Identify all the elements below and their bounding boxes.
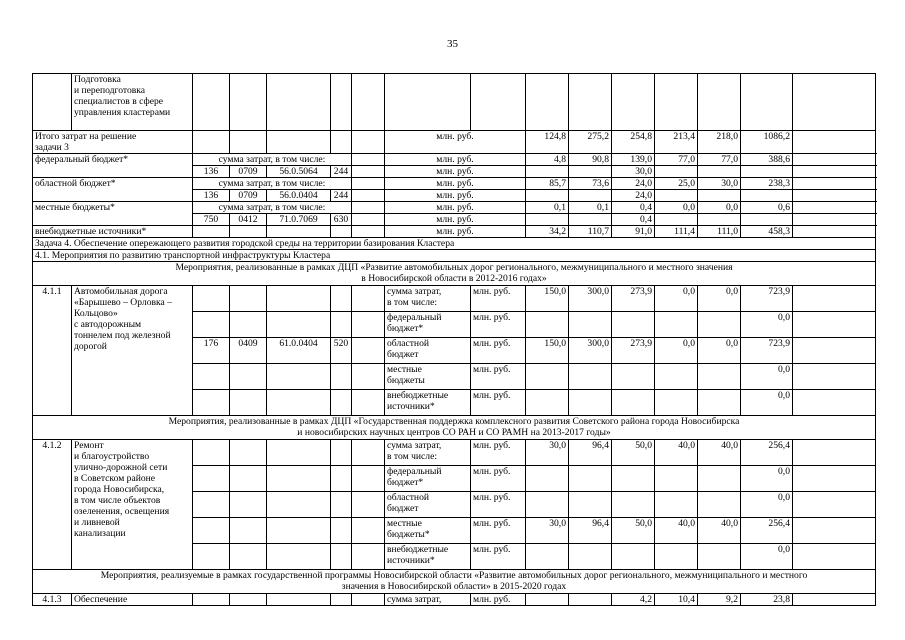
table-cell xyxy=(331,440,352,466)
value-cell: 238,3 xyxy=(741,178,793,190)
unit-cell: млн. руб. xyxy=(471,286,526,312)
unit-cell: млн. руб. xyxy=(385,190,526,202)
table-cell xyxy=(352,74,385,131)
value-cell: 388,6 xyxy=(741,154,793,166)
code-cell: 61.0.0404 xyxy=(267,338,331,364)
table-cell xyxy=(193,312,230,338)
value-cell xyxy=(612,492,655,518)
value-cell: 723,9 xyxy=(741,338,793,364)
table-cell xyxy=(352,492,385,518)
code-cell: 136 xyxy=(193,166,230,178)
table-cell xyxy=(230,312,267,338)
funding-source: федеральный бюджет* xyxy=(385,312,471,338)
program-banner: Мероприятия, реализованные в рамках ДЦП «Развитие автомобильных дорог регионального, межмуниципального и местного значения в Новосибирской области в 2012-2016 годах» xyxy=(33,262,876,286)
table-cell xyxy=(230,594,267,606)
code-cell: 244 xyxy=(331,190,352,202)
value-cell: 4,8 xyxy=(526,154,569,166)
source-label: местные бюджеты* xyxy=(33,202,193,226)
funding-source: внебюджетные источники* xyxy=(385,390,471,416)
value-cell xyxy=(612,466,655,492)
value-cell: 30,0 xyxy=(612,166,655,178)
table-cell xyxy=(193,364,230,390)
value-cell xyxy=(698,364,741,390)
code-cell: 0409 xyxy=(230,338,267,364)
table-cell xyxy=(793,190,876,202)
value-cell xyxy=(526,492,569,518)
value-cell xyxy=(569,544,612,570)
value-cell: 0,0 xyxy=(655,286,698,312)
value-cell: 0,1 xyxy=(569,202,612,214)
value-cell xyxy=(569,466,612,492)
value-cell xyxy=(526,312,569,338)
table-cell xyxy=(655,214,698,226)
table-cell xyxy=(331,312,352,338)
table-cell xyxy=(793,131,876,154)
table-cell xyxy=(352,190,385,202)
value-cell: 0,0 xyxy=(698,338,741,364)
table-cell xyxy=(230,466,267,492)
value-cell xyxy=(569,312,612,338)
value-cell: 300,0 xyxy=(569,338,612,364)
table-cell xyxy=(230,286,267,312)
table-cell xyxy=(793,518,876,544)
value-cell: 40,0 xyxy=(698,440,741,466)
table-cell xyxy=(331,131,352,154)
unit-cell: млн. руб. xyxy=(385,166,526,178)
table-cell xyxy=(267,286,331,312)
code-cell: 0709 xyxy=(230,166,267,178)
value-cell: 0,0 xyxy=(741,492,793,518)
program-banner: Мероприятия, реализуемые в рамках государственной программы Новосибирской области «Развитие автомобильных дорог регионального, межмуниципального и местного значения в Новосибирской области» в 2015-2020 годах xyxy=(33,570,876,594)
value-cell xyxy=(698,312,741,338)
table-cell xyxy=(331,286,352,312)
unit-cell: млн. руб. xyxy=(385,214,526,226)
value-cell xyxy=(698,466,741,492)
value-cell xyxy=(526,544,569,570)
value-cell xyxy=(698,544,741,570)
value-cell: 300,0 xyxy=(569,286,612,312)
value-cell xyxy=(612,544,655,570)
table-cell xyxy=(267,466,331,492)
table-cell xyxy=(230,74,267,131)
row-dcp1 xyxy=(33,262,876,286)
table-cell xyxy=(352,312,385,338)
table-cell xyxy=(193,131,230,154)
table-cell xyxy=(230,364,267,390)
item-number: 4.1.3 xyxy=(33,594,72,606)
value-cell: 30,0 xyxy=(698,178,741,190)
section-heading: 4.1. Мероприятия по развитию транспортной инфраструктуры Кластера xyxy=(33,250,876,262)
value-cell: 110,7 xyxy=(569,226,612,238)
value-cell: 50,0 xyxy=(612,440,655,466)
row-obl xyxy=(33,178,876,190)
table-cell xyxy=(352,202,385,214)
code-cell: 630 xyxy=(331,214,352,226)
row-dcp2 xyxy=(33,416,876,440)
value-cell: 77,0 xyxy=(698,154,741,166)
value-cell: 0,0 xyxy=(741,466,793,492)
program-banner: Мероприятия, реализованные в рамках ДЦП «Государственная поддержка комплексного развития Советского района города Новосибирска и новосибирских научных центров СО РАН и СО РАМН на 2013-2017 годы» xyxy=(33,416,876,440)
table-cell xyxy=(267,544,331,570)
unit-cell: млн. руб. xyxy=(471,518,526,544)
table-cell xyxy=(698,166,741,178)
value-cell xyxy=(569,364,612,390)
value-cell: 0,6 xyxy=(741,202,793,214)
value-cell xyxy=(655,390,698,416)
table-cell xyxy=(331,364,352,390)
table-cell xyxy=(698,74,741,131)
table-cell xyxy=(793,338,876,364)
value-cell xyxy=(655,312,698,338)
funding-source: местные бюджеты xyxy=(385,364,471,390)
value-cell xyxy=(698,492,741,518)
sum-label: сумма затрат, в том числе: xyxy=(193,154,352,166)
table-cell xyxy=(352,286,385,312)
value-cell: 723,9 xyxy=(741,286,793,312)
table-cell xyxy=(655,74,698,131)
value-cell: 150,0 xyxy=(526,338,569,364)
table-cell xyxy=(793,202,876,214)
unit-cell: млн. руб. xyxy=(385,131,526,154)
table-cell xyxy=(33,74,72,131)
code-cell: 520 xyxy=(331,338,352,364)
page-number: 35 xyxy=(447,38,458,50)
row-total-task3 xyxy=(33,131,876,154)
value-cell xyxy=(655,466,698,492)
table-cell xyxy=(569,74,612,131)
table-cell xyxy=(471,74,526,131)
value-cell: 40,0 xyxy=(655,518,698,544)
table-cell xyxy=(193,286,230,312)
table-cell xyxy=(352,390,385,416)
item-name: Ремонт и благоустройство улично-дорожной сети в Советском районе города Новосибирска, в том числе объектов озеленения, освещения и ливневой канализации xyxy=(72,440,193,570)
value-cell: 150,0 xyxy=(526,286,569,312)
value-cell: 24,0 xyxy=(612,190,655,202)
table-cell xyxy=(793,492,876,518)
value-cell xyxy=(526,390,569,416)
code-cell: 176 xyxy=(193,338,230,364)
value-cell: 124,8 xyxy=(526,131,569,154)
table-cell xyxy=(793,214,876,226)
source-label: федеральный бюджет* xyxy=(33,154,193,178)
value-cell xyxy=(569,390,612,416)
value-cell: 1086,2 xyxy=(741,131,793,154)
value-cell xyxy=(569,594,612,606)
table-cell xyxy=(230,131,267,154)
value-cell: 139,0 xyxy=(612,154,655,166)
table-cell xyxy=(331,594,352,606)
value-cell: 0,0 xyxy=(655,202,698,214)
unit-cell: млн. руб. xyxy=(471,544,526,570)
value-cell: 111,0 xyxy=(698,226,741,238)
value-cell: 273,9 xyxy=(612,338,655,364)
value-cell: 0,0 xyxy=(741,364,793,390)
table-cell xyxy=(331,390,352,416)
code-cell: 136 xyxy=(193,190,230,202)
row-ext xyxy=(33,226,876,238)
table-cell xyxy=(267,492,331,518)
table-cell xyxy=(793,466,876,492)
table-cell xyxy=(331,74,352,131)
table-cell xyxy=(267,518,331,544)
value-cell: 40,0 xyxy=(655,440,698,466)
table-cell xyxy=(793,390,876,416)
funding-source: федеральный бюджет* xyxy=(385,466,471,492)
value-cell: 77,0 xyxy=(655,154,698,166)
row-fed xyxy=(33,154,876,166)
value-cell: 10,4 xyxy=(655,594,698,606)
table-cell xyxy=(793,226,876,238)
unit-cell: млн. руб. xyxy=(471,466,526,492)
table-cell xyxy=(331,466,352,492)
table-cell xyxy=(612,74,655,131)
budget-table xyxy=(32,73,876,606)
table-cell xyxy=(793,154,876,166)
table-cell xyxy=(267,131,331,154)
value-cell: 96,4 xyxy=(569,440,612,466)
value-cell: 0,0 xyxy=(741,544,793,570)
source-label: внебюджетные источники* xyxy=(33,226,193,238)
table-cell xyxy=(569,166,612,178)
value-cell xyxy=(526,594,569,606)
funding-source: сумма затрат, в том числе: xyxy=(385,440,471,466)
table-cell xyxy=(352,518,385,544)
table-cell xyxy=(352,154,385,166)
value-cell: 458,3 xyxy=(741,226,793,238)
table-cell xyxy=(267,390,331,416)
row-loc xyxy=(33,202,876,214)
measure-name: Подготовка и переподготовка специалистов в сфере управления кластерами xyxy=(72,74,193,131)
row-sub41 xyxy=(33,250,876,262)
code-cell: 56.0.0404 xyxy=(267,190,331,202)
funding-source: сумма затрат, xyxy=(385,594,471,606)
unit-cell: млн. руб. xyxy=(385,154,526,166)
table-cell xyxy=(352,131,385,154)
table-cell xyxy=(352,440,385,466)
code-cell: 244 xyxy=(331,166,352,178)
table-cell xyxy=(741,166,793,178)
value-cell xyxy=(526,364,569,390)
table-cell xyxy=(193,390,230,416)
row-i411-0 xyxy=(33,286,876,312)
table-cell xyxy=(193,544,230,570)
table-cell xyxy=(193,74,230,131)
table-cell xyxy=(352,338,385,364)
value-cell: 0,0 xyxy=(741,390,793,416)
table-cell xyxy=(741,190,793,202)
table-cell xyxy=(352,178,385,190)
value-cell: 4,2 xyxy=(612,594,655,606)
value-cell xyxy=(698,390,741,416)
value-cell: 0,0 xyxy=(698,286,741,312)
unit-cell: млн. руб. xyxy=(385,202,526,214)
value-cell: 9,2 xyxy=(698,594,741,606)
value-cell: 213,4 xyxy=(655,131,698,154)
table-cell xyxy=(267,226,331,238)
item-number: 4.1.2 xyxy=(33,440,72,570)
funding-source: областной бюджет xyxy=(385,492,471,518)
row-i412-0 xyxy=(33,440,876,466)
value-cell: 73,6 xyxy=(569,178,612,190)
table-cell xyxy=(793,286,876,312)
table-cell xyxy=(230,518,267,544)
code-cell: 750 xyxy=(193,214,230,226)
value-cell: 91,0 xyxy=(612,226,655,238)
table-cell xyxy=(193,518,230,544)
unit-cell: млн. руб. xyxy=(471,338,526,364)
table-cell xyxy=(352,364,385,390)
table-cell xyxy=(267,74,331,131)
value-cell: 273,9 xyxy=(612,286,655,312)
value-cell: 254,8 xyxy=(612,131,655,154)
task-heading: Задача 4. Обеспечение опережающего развития городской среды на территории базирования Кластера xyxy=(33,238,876,250)
table-cell xyxy=(352,544,385,570)
table-cell xyxy=(569,214,612,226)
code-cell: 71.0.7069 xyxy=(267,214,331,226)
value-cell xyxy=(655,364,698,390)
table-cell xyxy=(569,190,612,202)
value-cell: 256,4 xyxy=(741,518,793,544)
table-cell xyxy=(352,214,385,226)
table-cell xyxy=(793,74,876,131)
source-label: областной бюджет* xyxy=(33,178,193,202)
table-cell xyxy=(793,544,876,570)
table-cell xyxy=(352,226,385,238)
row-i413-0 xyxy=(33,594,876,606)
row-gp xyxy=(33,570,876,594)
value-cell xyxy=(655,544,698,570)
value-cell xyxy=(569,492,612,518)
unit-cell: млн. руб. xyxy=(471,312,526,338)
value-cell: 0,1 xyxy=(526,202,569,214)
table-cell xyxy=(793,440,876,466)
table-cell xyxy=(267,312,331,338)
table-cell xyxy=(267,440,331,466)
table-cell xyxy=(230,390,267,416)
value-cell: 90,8 xyxy=(569,154,612,166)
value-cell: 40,0 xyxy=(698,518,741,544)
row-training xyxy=(33,74,876,131)
table-cell xyxy=(193,466,230,492)
value-cell: 96,4 xyxy=(569,518,612,544)
table-cell xyxy=(230,440,267,466)
table-cell xyxy=(793,166,876,178)
value-cell xyxy=(612,364,655,390)
table-cell xyxy=(655,166,698,178)
table-cell xyxy=(331,492,352,518)
table-cell xyxy=(230,544,267,570)
unit-cell: млн. руб. xyxy=(471,364,526,390)
table-cell xyxy=(741,214,793,226)
value-cell: 30,0 xyxy=(526,518,569,544)
value-cell: 275,2 xyxy=(569,131,612,154)
table-cell xyxy=(385,74,471,131)
table-cell xyxy=(193,492,230,518)
funding-source: областной бюджет xyxy=(385,338,471,364)
table-cell xyxy=(352,166,385,178)
value-cell: 218,0 xyxy=(698,131,741,154)
table-cell xyxy=(331,544,352,570)
value-cell: 23,8 xyxy=(741,594,793,606)
value-cell: 0,0 xyxy=(655,338,698,364)
unit-cell: млн. руб. xyxy=(385,226,526,238)
value-cell: 24,0 xyxy=(612,178,655,190)
table-cell xyxy=(793,364,876,390)
table-cell xyxy=(793,312,876,338)
table-cell xyxy=(352,594,385,606)
code-cell: 0709 xyxy=(230,190,267,202)
table-cell xyxy=(267,594,331,606)
table-cell xyxy=(230,226,267,238)
value-cell: 50,0 xyxy=(612,518,655,544)
table-cell xyxy=(655,190,698,202)
item-name: Автомобильная дорога «Барышево – Орловка – Кольцово» с автодорожным тоннелем под железной дорогой xyxy=(72,286,193,416)
table-cell xyxy=(526,74,569,131)
funding-source: местные бюджеты* xyxy=(385,518,471,544)
value-cell xyxy=(526,466,569,492)
sum-label: сумма затрат, в том числе: xyxy=(193,202,352,214)
code-cell: 0412 xyxy=(230,214,267,226)
table-cell xyxy=(267,364,331,390)
unit-cell: млн. руб. xyxy=(471,594,526,606)
table-cell xyxy=(331,518,352,544)
value-cell: 111,4 xyxy=(655,226,698,238)
table-cell xyxy=(526,190,569,202)
value-cell: 0,4 xyxy=(612,214,655,226)
table-cell xyxy=(698,214,741,226)
value-cell xyxy=(612,390,655,416)
row-task4 xyxy=(33,238,876,250)
value-cell: 256,4 xyxy=(741,440,793,466)
unit-cell: млн. руб. xyxy=(471,492,526,518)
total-label: Итого затрат на решение задачи 3 xyxy=(33,131,193,154)
table-cell xyxy=(526,214,569,226)
value-cell: 0,0 xyxy=(698,202,741,214)
unit-cell: млн. руб. xyxy=(471,440,526,466)
table-cell xyxy=(698,190,741,202)
funding-source: сумма затрат, в том числе: xyxy=(385,286,471,312)
item-number: 4.1.1 xyxy=(33,286,72,416)
unit-cell: млн. руб. xyxy=(385,178,526,190)
value-cell xyxy=(612,312,655,338)
table-cell xyxy=(230,492,267,518)
sum-label: сумма затрат, в том числе: xyxy=(193,178,352,190)
table-cell xyxy=(193,440,230,466)
table-cell xyxy=(793,178,876,190)
value-cell: 0,0 xyxy=(741,312,793,338)
value-cell: 34,2 xyxy=(526,226,569,238)
table-cell xyxy=(193,594,230,606)
table-cell xyxy=(793,594,876,606)
unit-cell: млн. руб. xyxy=(471,390,526,416)
value-cell: 0,4 xyxy=(612,202,655,214)
value-cell xyxy=(655,492,698,518)
value-cell: 85,7 xyxy=(526,178,569,190)
table-cell xyxy=(526,166,569,178)
table-cell xyxy=(193,226,230,238)
funding-source: внебюджетные источники* xyxy=(385,544,471,570)
value-cell: 25,0 xyxy=(655,178,698,190)
code-cell: 56.0.5064 xyxy=(267,166,331,178)
value-cell: 30,0 xyxy=(526,440,569,466)
table-cell xyxy=(741,74,793,131)
table-cell xyxy=(331,226,352,238)
table-cell xyxy=(352,466,385,492)
item-name: Обеспечение xyxy=(72,594,193,606)
